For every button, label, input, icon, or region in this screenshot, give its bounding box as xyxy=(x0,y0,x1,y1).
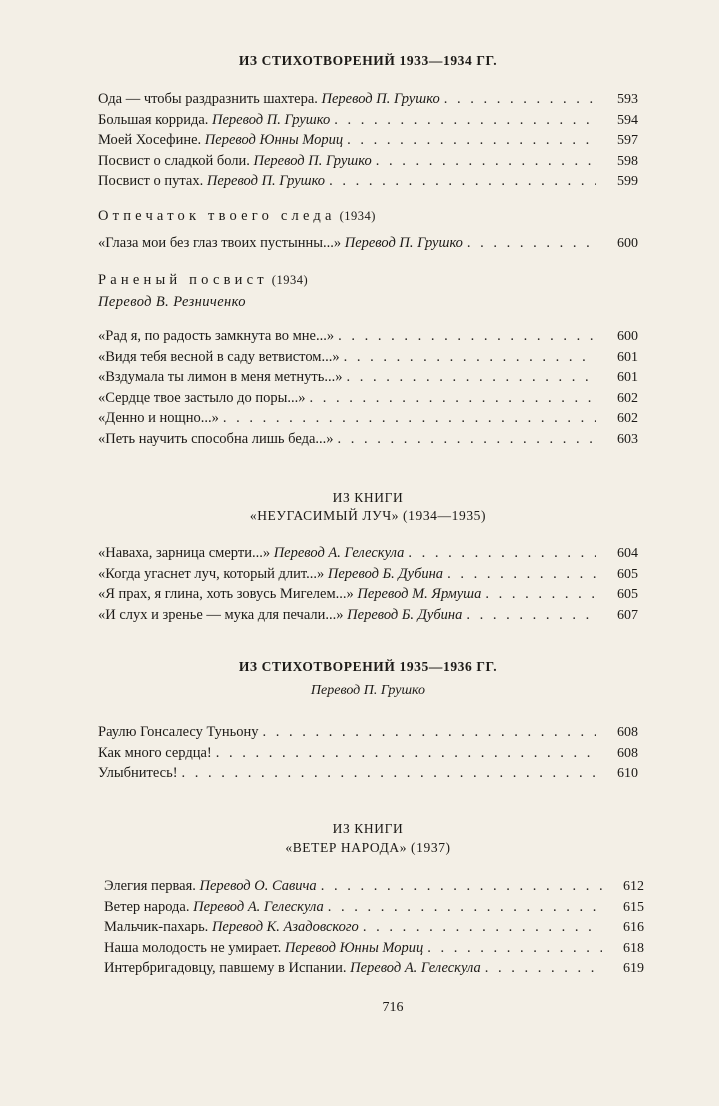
leader-dots xyxy=(338,429,596,450)
leader-dots xyxy=(376,151,596,172)
section-year: (1934) xyxy=(271,273,309,287)
entry-page: 610 xyxy=(617,766,638,781)
toc-entry xyxy=(104,897,644,918)
entry-page: 605 xyxy=(617,566,638,582)
entry-title: Элегия первая. xyxy=(104,878,196,894)
leader-dots xyxy=(334,110,596,131)
toc-entry xyxy=(98,110,638,131)
section-heading-line2: «ВЕТЕР НАРОДА» (1937) xyxy=(285,840,451,855)
entry-translator: Перевод А. Гелескула xyxy=(193,898,324,915)
entry-title: «Я прах, я глина, хоть зовусь Мигелем...» xyxy=(98,586,354,602)
toc-entry xyxy=(98,130,638,151)
entry-title: Интербригадовцу, павшему в Испании. xyxy=(104,960,347,976)
toc-entry xyxy=(98,347,638,368)
entry-title: Улыбнитесь! xyxy=(98,765,178,781)
section-title: Отпечаток твоего следа xyxy=(98,208,336,224)
entry-page: 597 xyxy=(617,133,638,148)
toc-entry xyxy=(98,151,638,172)
entry-translator: Перевод П. Грушко xyxy=(253,152,372,169)
toc-entry xyxy=(98,326,638,347)
entry-page: 600 xyxy=(617,329,638,344)
entry-page: 594 xyxy=(617,112,638,128)
entry-translator: Перевод П. Грушко xyxy=(321,91,440,107)
entry-title: «Денно и нощно...» xyxy=(98,410,219,426)
section-heading: ИЗ СТИХОТВОРЕНИЙ 1935—1936 ГГ. xyxy=(238,659,498,674)
section-heading-line2: «НЕУГАСИМЫЙ ЛУЧ» (1934—1935) xyxy=(249,508,487,523)
section-entries xyxy=(98,326,638,449)
entry-translator: Перевод К. Азадовского xyxy=(211,919,359,935)
entry-page: 602 xyxy=(617,411,638,426)
toc-entry xyxy=(98,605,638,626)
entry-page: 601 xyxy=(617,370,638,385)
leader-dots xyxy=(444,89,596,110)
toc-entry xyxy=(104,938,644,959)
entry-page: 619 xyxy=(623,961,644,976)
toc-entry xyxy=(98,584,638,605)
section-heading-line1: ИЗ КНИГИ xyxy=(332,490,404,505)
leader-dots xyxy=(216,743,596,764)
toc-entry xyxy=(104,917,644,938)
leader-dots xyxy=(344,347,596,368)
toc-entry xyxy=(98,743,638,764)
entry-title: «Вздумала ты лимон в меня метнуть...» xyxy=(98,369,343,385)
entry-page: 608 xyxy=(617,745,638,761)
entry-title: Ветер народа. xyxy=(104,898,190,915)
leader-dots xyxy=(363,917,602,938)
toc-entry xyxy=(98,388,638,409)
entry-title: Наша молодость не умирает. xyxy=(104,939,282,956)
page-number: 716 xyxy=(382,1000,404,1015)
entry-title: Большая коррида. xyxy=(98,111,209,128)
entry-title: Мальчик-пахарь. xyxy=(104,919,209,935)
entry-page: 602 xyxy=(617,390,638,406)
entry-translator: Перевод Б. Дубина xyxy=(327,565,444,582)
entry-translator: Перевод А. Гелескула xyxy=(273,545,405,561)
leader-dots xyxy=(329,171,596,192)
entry-page: 615 xyxy=(623,899,644,915)
entry-title: «И слух и зренье — мука для печали...» xyxy=(98,606,344,623)
leader-dots xyxy=(467,233,596,254)
toc-entry xyxy=(98,89,638,110)
entry-page: 593 xyxy=(617,92,638,107)
section-translator: Перевод П. Грушко xyxy=(310,683,426,698)
toc-entry xyxy=(98,564,638,585)
section-heading xyxy=(98,271,638,289)
entry-page: 605 xyxy=(617,587,638,602)
section-entries xyxy=(98,233,638,254)
section-year: (1934) xyxy=(339,209,376,223)
section-entries xyxy=(98,722,638,784)
entry-translator: Перевод П. Грушко xyxy=(212,111,331,128)
entry-title: Раулю Гонсалесу Туньону xyxy=(98,724,259,740)
entry-page: 616 xyxy=(623,920,644,935)
entry-page: 599 xyxy=(617,174,638,189)
entry-translator: Перевод П. Грушко xyxy=(206,173,326,189)
toc-entry xyxy=(98,543,638,564)
leader-dots xyxy=(223,408,596,429)
entry-page: 598 xyxy=(617,153,638,169)
toc-entry xyxy=(104,958,644,979)
entry-translator: Перевод М. Ярмуша xyxy=(357,586,482,602)
entry-translator: Перевод А. Гелескула xyxy=(350,960,481,976)
toc-entry xyxy=(98,408,638,429)
leader-dots xyxy=(346,367,596,388)
section-heading-line1: ИЗ КНИГИ xyxy=(332,821,404,836)
entry-title: «Видя тебя весной в саду ветвистом...» xyxy=(98,348,340,365)
entry-title: «Наваха, зарница смерти...» xyxy=(98,545,271,561)
entry-translator: Перевод Б. Дубина xyxy=(347,606,463,623)
entry-page: 612 xyxy=(623,879,644,894)
entry-page: 601 xyxy=(617,349,638,365)
entry-translator: Перевод П. Грушко xyxy=(344,235,463,251)
entry-page: 608 xyxy=(617,725,638,740)
leader-dots xyxy=(338,326,596,347)
section-entries xyxy=(104,876,644,979)
entry-title: Как много сердца! xyxy=(98,744,212,761)
leader-dots xyxy=(485,584,596,605)
entry-title: Посвист о путах. xyxy=(98,173,204,189)
toc-entry xyxy=(98,763,638,784)
entry-translator: Перевод Юнны Мориц xyxy=(204,132,344,148)
toc-entry xyxy=(98,171,638,192)
section-entries xyxy=(98,89,638,192)
entry-page: 607 xyxy=(617,607,638,623)
section-heading: ИЗ СТИХОТВОРЕНИЙ 1933—1934 ГГ. xyxy=(238,53,498,68)
section-entries xyxy=(98,543,638,625)
section-heading xyxy=(98,207,638,225)
leader-dots xyxy=(447,564,596,585)
entry-title: Ода — чтобы раздразнить шахтера. xyxy=(98,91,318,107)
entry-title: «Сердце твое застыло до поры...» xyxy=(98,389,306,406)
leader-dots xyxy=(408,543,596,564)
leader-dots xyxy=(263,722,596,743)
toc-entry xyxy=(98,429,638,450)
leader-dots xyxy=(427,938,602,959)
entry-page: 600 xyxy=(617,236,638,251)
leader-dots xyxy=(310,388,596,409)
toc-entry xyxy=(98,367,638,388)
toc-entry xyxy=(98,722,638,743)
entry-title: Посвист о сладкой боли. xyxy=(98,152,250,169)
leader-dots xyxy=(347,130,596,151)
leader-dots xyxy=(466,605,596,626)
toc-entry xyxy=(98,233,638,254)
entry-page: 604 xyxy=(617,546,638,561)
toc-entry xyxy=(104,876,644,897)
entry-page: 603 xyxy=(617,431,638,447)
leader-dots xyxy=(328,897,602,918)
entry-page: 618 xyxy=(623,940,644,956)
entry-translator: Перевод О. Савича xyxy=(199,878,317,894)
leader-dots xyxy=(182,763,596,784)
entry-title: «Глаза мои без глаз твоих пустынны...» xyxy=(98,235,342,251)
entry-title: «Когда угаснет луч, который длит...» xyxy=(98,565,325,582)
entry-translator: Перевод Юнны Мориц xyxy=(284,939,424,956)
section-translator: Перевод В. Резниченко xyxy=(98,294,246,310)
leader-dots xyxy=(321,876,602,897)
leader-dots xyxy=(485,958,602,979)
entry-title: «Петь научить способна лишь беда...» xyxy=(98,430,334,447)
section-title: Раненый посвист xyxy=(98,272,268,288)
entry-title: «Рад я, по радость замкнута во мне...» xyxy=(98,328,335,344)
entry-title: Моей Хосефине. xyxy=(98,132,202,148)
